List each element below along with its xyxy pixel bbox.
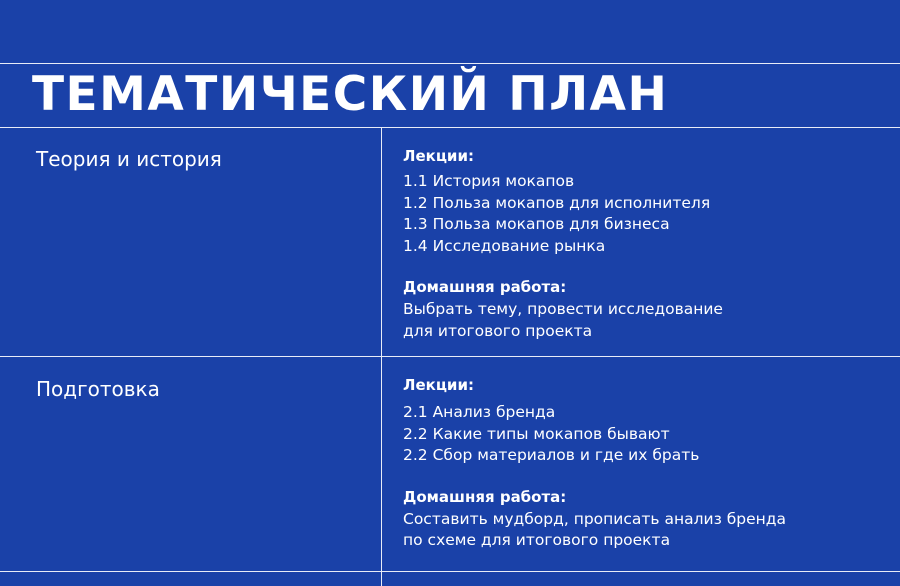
section-name-preparation: Подготовка	[36, 377, 160, 401]
homework-text	[403, 299, 883, 342]
divider-top	[0, 63, 900, 64]
lecture-item: 2.2 Сбор материалов и где их брать	[403, 446, 700, 464]
lecture-item: 1.3 Польза мокапов для бизнеса	[403, 215, 670, 233]
lecture-item: 1.2 Польза мокапов для исполнителя	[403, 193, 711, 212]
homework-line: Составить мудборд, прописать анализ бренда	[403, 509, 787, 528]
homework-line: Выбрать тему, провести исследование	[403, 300, 723, 318]
lecture-item: 1.1 История мокапов	[403, 172, 575, 190]
lecture-item: 2.2 Какие типы мокапов бывают	[403, 424, 670, 443]
homework-text	[403, 509, 883, 552]
divider-row-1	[0, 356, 900, 357]
column-divider	[381, 127, 382, 586]
homework-heading: Домашняя работа:	[403, 278, 567, 296]
homework-line: для итогового проекта	[403, 321, 593, 340]
page-title: ТЕМАТИЧЕСКИЙ ПЛАН	[32, 67, 669, 122]
homework-heading: Домашняя работа:	[403, 487, 567, 506]
lectures-heading: Лекции:	[403, 147, 474, 165]
divider-row-2	[0, 571, 900, 572]
homework-line: по схеме для итогового проекта	[403, 531, 671, 549]
lecture-item: 2.1 Анализ бренда	[403, 403, 556, 421]
section-content-preparation	[403, 375, 883, 552]
section-name-theory: Теория и история	[36, 147, 222, 171]
lecture-item: 1.4 Исследование рынка	[403, 236, 606, 255]
lectures-list	[403, 402, 883, 467]
divider-header	[0, 127, 900, 128]
lectures-heading: Лекции:	[403, 376, 474, 394]
lectures-list	[403, 171, 883, 257]
section-content-theory	[403, 146, 883, 342]
